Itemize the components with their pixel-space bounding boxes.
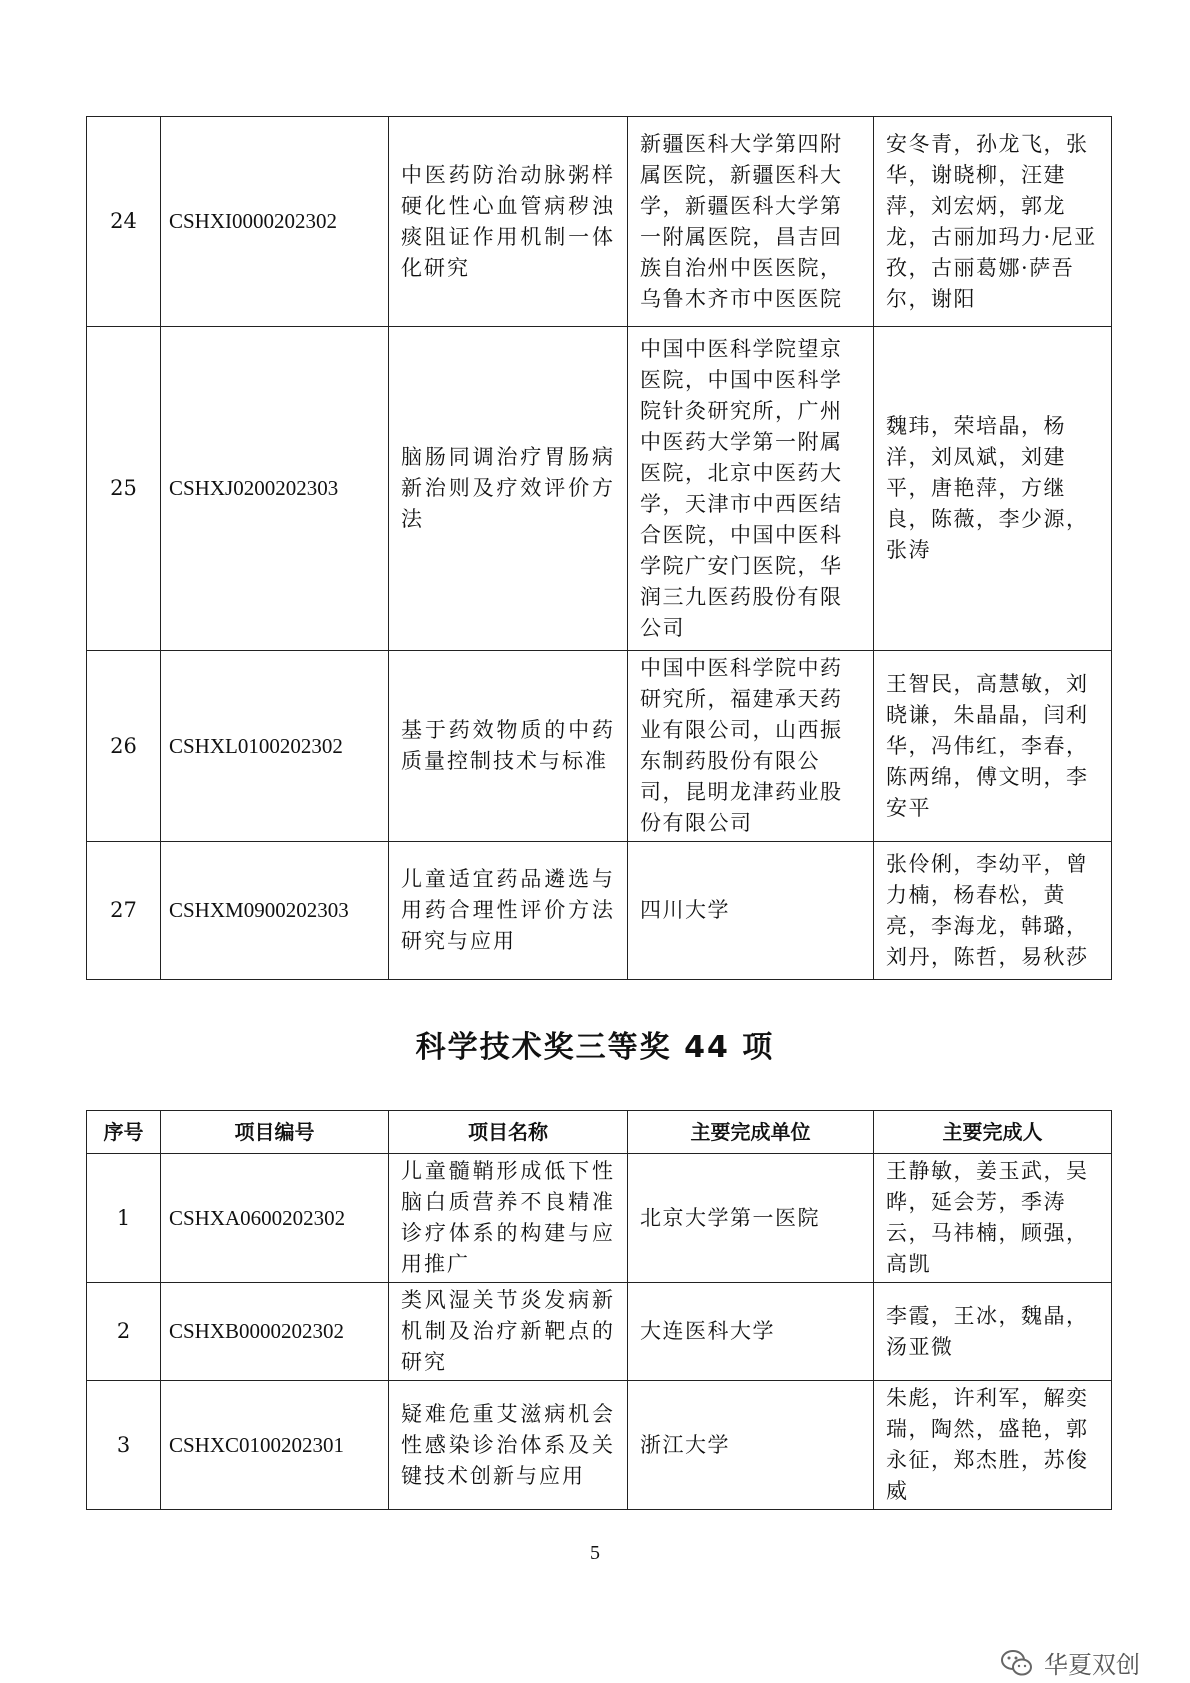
completing-people: 安冬青，孙龙飞，张华，谢晓柳，汪建萍，刘宏炳，郭龙龙，古丽加玛力·尼亚孜，古丽葛娜·萨吾尔，谢阳 xyxy=(874,117,1112,327)
wechat-icon xyxy=(1000,1648,1034,1678)
watermark xyxy=(1000,1645,1140,1680)
completing-people: 张伶俐，李幼平，曾力楠，杨春松，黄亮，李海龙，韩璐，刘丹，陈哲，易秋莎 xyxy=(874,842,1112,980)
header-code: 项目编号 xyxy=(161,1111,389,1154)
row-index: 1 xyxy=(87,1154,161,1283)
table-row xyxy=(87,1154,1112,1283)
project-code: CSHXA0600202302 xyxy=(161,1154,389,1283)
completing-people: 王静敏，姜玉武，吴晔，延会芳，季涛云，马祎楠，顾强，高凯 xyxy=(874,1154,1112,1283)
project-name: 中医药防治动脉粥样硬化性心血管病秽浊痰阻证作用机制一体化研究 xyxy=(389,117,628,327)
row-index: 24 xyxy=(87,117,161,327)
completing-units: 新疆医科大学第四附属医院，新疆医科大学，新疆医科大学第一附属医院，昌吉回族自治州中医医院，乌鲁木齐市中医医院 xyxy=(628,117,874,327)
header-index: 序号 xyxy=(87,1111,161,1154)
project-name: 疑难危重艾滋病机会性感染诊治体系及关键技术创新与应用 xyxy=(389,1381,628,1510)
completing-units: 浙江大学 xyxy=(628,1381,874,1510)
table-row xyxy=(87,1283,1112,1381)
completing-units: 大连医科大学 xyxy=(628,1283,874,1381)
completing-units: 北京大学第一医院 xyxy=(628,1154,874,1283)
project-name: 脑肠同调治疗胃肠病新治则及疗效评价方法 xyxy=(389,327,628,651)
header-people: 主要完成人 xyxy=(874,1111,1112,1154)
table-row xyxy=(87,117,1112,327)
row-index: 3 xyxy=(87,1381,161,1510)
completing-units: 中国中医科学院望京医院，中国中医科学院针灸研究所，广州中医药大学第一附属医院，北京中医药大学，天津市中西医结合医院，中国中医科学院广安门医院，华润三九医药股份有限公司 xyxy=(628,327,874,651)
completing-units: 四川大学 xyxy=(628,842,874,980)
completing-units: 中国中医科学院中药研究所，福建承天药业有限公司，山西振东制药股份有限公司，昆明龙津药业股份有限公司 xyxy=(628,651,874,842)
project-name: 类风湿关节炎发病新机制及治疗新靶点的研究 xyxy=(389,1283,628,1381)
row-index: 27 xyxy=(87,842,161,980)
project-code: CSHXJ0200202303 xyxy=(161,327,389,651)
watermark-text: 华夏双创 xyxy=(1044,1651,1140,1679)
award-table-continued xyxy=(86,116,1112,980)
row-index: 25 xyxy=(87,327,161,651)
completing-people: 李霞，王冰，魏晶，汤亚微 xyxy=(874,1283,1112,1381)
project-name: 儿童髓鞘形成低下性脑白质营养不良精准诊疗体系的构建与应用推广 xyxy=(389,1154,628,1283)
completing-people: 王智民，高慧敏，刘晓谦，朱晶晶，闫利华，冯伟红，李春，陈两绵，傅文明，李安平 xyxy=(874,651,1112,842)
project-name: 儿童适宜药品遴选与用药合理性评价方法研究与应用 xyxy=(389,842,628,980)
page-number: 5 xyxy=(590,1542,600,1564)
table-header-row xyxy=(87,1111,1112,1154)
project-code: CSHXL0100202302 xyxy=(161,651,389,842)
row-index: 2 xyxy=(87,1283,161,1381)
completing-people: 魏玮，荣培晶，杨洋，刘凤斌，刘建平，唐艳萍，方继良，陈薇，李少源，张涛 xyxy=(874,327,1112,651)
row-index: 26 xyxy=(87,651,161,842)
table-row xyxy=(87,1381,1112,1510)
table-row xyxy=(87,842,1112,980)
completing-people: 朱彪，许利军，解奕瑞，陶然，盛艳，郭永征，郑杰胜，苏俊威 xyxy=(874,1381,1112,1510)
header-name: 项目名称 xyxy=(389,1111,628,1154)
table-row xyxy=(87,651,1112,842)
project-code: CSHXC0100202301 xyxy=(161,1381,389,1510)
project-code: CSHXI0000202302 xyxy=(161,117,389,327)
project-name: 基于药效物质的中药质量控制技术与标准 xyxy=(389,651,628,842)
table-row xyxy=(87,327,1112,651)
header-units: 主要完成单位 xyxy=(628,1111,874,1154)
third-prize-table xyxy=(86,1110,1112,1510)
project-code: CSHXM0900202303 xyxy=(161,842,389,980)
section-title: 科学技术奖三等奖 44 项 xyxy=(415,1030,775,1065)
project-code: CSHXB0000202302 xyxy=(161,1283,389,1381)
